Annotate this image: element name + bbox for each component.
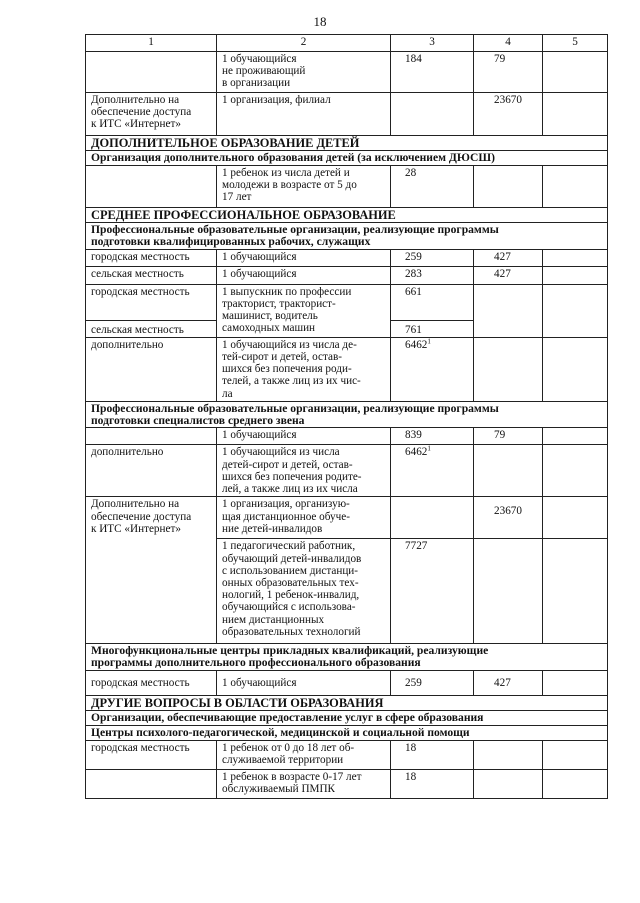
cell-value-4: [474, 769, 543, 798]
cell-territory: [86, 428, 217, 445]
cell-value-3: 661: [391, 284, 474, 320]
table-row: [86, 284, 608, 320]
cell-value-4: 79: [474, 52, 543, 93]
value-text: 6462: [405, 446, 428, 459]
cell-unit: 1 обучающийся: [217, 266, 391, 284]
cell-territory: [86, 52, 217, 93]
cell-unit: 1 выпускник по профессии тракторист, тракторист- машинист, водитель самоходных машин: [217, 284, 391, 337]
table-row: [86, 769, 608, 798]
cell-value-5: [543, 249, 608, 266]
cell-value-4: [474, 539, 543, 644]
subsection-heading-row: [86, 401, 608, 428]
cell-unit: 1 обучающийся: [217, 671, 391, 696]
cell-value-5: [543, 166, 608, 208]
cell-value-5: [543, 266, 608, 284]
cell-value-5: [543, 428, 608, 445]
header-row: [86, 35, 608, 52]
subsection-heading: Профессиональные образовательные организации, реализующие программы подготовки квалифицированных рабочих, служащих: [86, 223, 608, 250]
cell-unit: 1 ребенок из числа детей и молодежи в возрасте от 5 до 17 лет: [217, 166, 391, 208]
cell-value-5: [543, 740, 608, 769]
cell-value-3: 839: [391, 428, 474, 445]
footnote-marker: 1: [427, 337, 431, 346]
header-cell-2: 2: [217, 35, 391, 52]
subsection-heading: Центры психолого-педагогической, медицинской и социальной помощи: [86, 726, 608, 741]
cell-value-4: [474, 445, 543, 497]
footnote-marker: 1: [427, 444, 431, 453]
cell-unit: 1 обучающийся: [217, 249, 391, 266]
section-heading-row: [86, 208, 608, 223]
subsection-heading-row: [86, 644, 608, 671]
section-heading: ДРУГИЕ ВОПРОСЫ В ОБЛАСТИ ОБРАЗОВАНИЯ: [86, 696, 608, 711]
cell-territory: [86, 539, 217, 644]
page-number: 18: [313, 14, 327, 29]
cell-value-3: 259: [391, 249, 474, 266]
cell-value-3: [391, 93, 474, 136]
cell-unit: 1 организация, филиал: [217, 93, 391, 136]
section-heading-row: [86, 696, 608, 711]
cell-value-4: [474, 284, 543, 337]
cell-value-3: [391, 445, 474, 497]
subsection-heading-row: [86, 223, 608, 250]
cell-value-3: 7727: [391, 539, 474, 644]
subsection-heading-row: [86, 151, 608, 166]
cell-unit: 1 организация, организую- щая дистанционное обуче- ние детей-инвалидов: [217, 497, 391, 539]
cell-unit: 1 ребенок от 0 до 18 лет об- служиваемой территории: [217, 740, 391, 769]
table-row: [86, 539, 608, 644]
header-cell-5: 5: [543, 35, 608, 52]
cell-value-5: [543, 769, 608, 798]
table-row: [86, 428, 608, 445]
table-row: [86, 266, 608, 284]
subsection-heading: Организация дополнительного образования детей (за исключением ДЮСШ): [86, 151, 608, 166]
cell-value-5: [543, 337, 608, 401]
cell-value-4: 427: [474, 249, 543, 266]
cell-value-4: 79: [474, 428, 543, 445]
cell-territory: [86, 166, 217, 208]
cell-value-4: 427: [474, 671, 543, 696]
value-text: 6462: [405, 338, 428, 351]
cell-territory: Дополнительно на обеспечение доступа к ИТС «Интернет»: [86, 497, 217, 539]
cell-territory: сельская местность: [86, 266, 217, 284]
table-row: [86, 93, 608, 136]
cell-territory: [86, 769, 217, 798]
table-row: [86, 445, 608, 497]
table-row: [86, 671, 608, 696]
header-cell-3: 3: [391, 35, 474, 52]
cell-unit: 1 обучающийся не проживающий в организации: [217, 52, 391, 93]
table-row: [86, 337, 608, 401]
cell-value-3: 18: [391, 769, 474, 798]
cell-value-5: [543, 445, 608, 497]
cell-value-3: [391, 497, 474, 539]
cell-unit: 1 обучающийся: [217, 428, 391, 445]
table-row: [86, 166, 608, 208]
cell-unit: 1 ребенок в возрасте 0-17 лет обслуживаемый ПМПК: [217, 769, 391, 798]
cell-unit: 1 педагогический работник, обучающий детей-инвалидов с использованием дистанци- онных образовательных тех- нологий, 1 ребенок-инвалид, обучающийся с использова- нием дистанционных образовательных технологий: [217, 539, 391, 644]
cell-territory: городская местность: [86, 284, 217, 320]
cell-value-4: 23670: [474, 93, 543, 136]
cell-territory: сельская местность: [86, 320, 217, 337]
cell-value-4: [474, 337, 543, 401]
cell-value-3: 761: [391, 320, 474, 337]
table-row: [86, 740, 608, 769]
subsection-heading: Профессиональные образовательные организации, реализующие программы подготовки специалистов среднего звена: [86, 401, 608, 428]
cell-value-5: [543, 52, 608, 93]
cell-territory: Дополнительно на обеспечение доступа к ИТС «Интернет»: [86, 93, 217, 136]
subsection-heading: Многофункциональные центры прикладных квалификаций, реализующие программы дополнительного профессионального образования: [86, 644, 608, 671]
cell-value-3: 283: [391, 266, 474, 284]
cell-value-4: [474, 740, 543, 769]
cell-value-5: [543, 539, 608, 644]
cell-territory: городская местность: [86, 740, 217, 769]
cell-value-3: 259: [391, 671, 474, 696]
subsection-heading-row: [86, 711, 608, 726]
cell-value-3: 184: [391, 52, 474, 93]
cell-territory: городская местность: [86, 249, 217, 266]
cell-value-5: [543, 93, 608, 136]
cell-value-4: [474, 166, 543, 208]
table-row: [86, 52, 608, 93]
table-row: [86, 249, 608, 266]
cell-unit: 1 обучающийся из числа де- тей-сирот и детей, остав- шихся без попечения роди- телей, а также лиц из их чис- ла: [217, 337, 391, 401]
section-heading: ДОПОЛНИТЕЛЬНОЕ ОБРАЗОВАНИЕ ДЕТЕЙ: [86, 136, 608, 151]
cell-value-5: [543, 497, 608, 539]
cell-unit: 1 обучающийся из числа детей-сирот и детей, остав- шихся без попечения родите- лей, а также лиц из их числа: [217, 445, 391, 497]
cell-value-4: 427: [474, 266, 543, 284]
cell-value-5: [543, 671, 608, 696]
header-cell-4: 4: [474, 35, 543, 52]
cell-territory: дополнительно: [86, 337, 217, 401]
cell-territory: городская местность: [86, 671, 217, 696]
cell-value-5: [543, 284, 608, 337]
cell-territory: дополнительно: [86, 445, 217, 497]
cell-value-4: 23670: [474, 497, 543, 539]
table-row: [86, 497, 608, 539]
subsection-heading-row: [86, 726, 608, 741]
norms-table: [85, 34, 608, 799]
cell-value-3: 28: [391, 166, 474, 208]
section-heading-row: [86, 136, 608, 151]
cell-value-3: 18: [391, 740, 474, 769]
header-cell-1: 1: [86, 35, 217, 52]
subsection-heading: Организации, обеспечивающие предоставление услуг в сфере образования: [86, 711, 608, 726]
cell-value-3: [391, 337, 474, 401]
section-heading: СРЕДНЕЕ ПРОФЕССИОНАЛЬНОЕ ОБРАЗОВАНИЕ: [86, 208, 608, 223]
